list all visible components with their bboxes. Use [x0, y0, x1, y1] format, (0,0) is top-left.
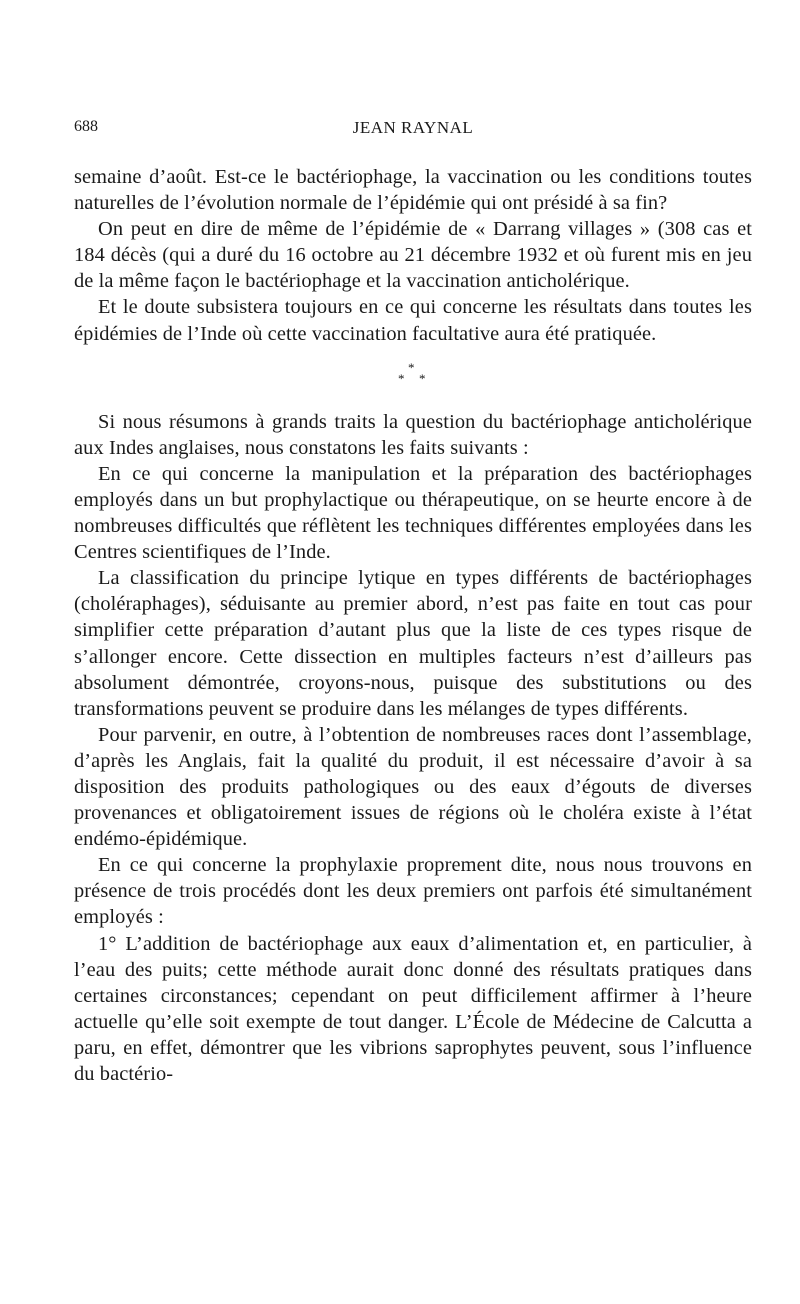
paragraph: Pour parvenir, en outre, à l’obtention de nombreuses races dont l’assemblage, d’après les Anglais, fait la qualité du produit, il est nécessaire d’avoir à sa disposition des produits pathologiques ou des eaux d’égouts de diverses provenances et obligatoirement issues de régions où le choléra existe à l’état endémo-épidémique.	[74, 723, 752, 851]
paragraph: La classification du principe lytique en types différents de bactériophages (choléraphages), séduisante au premier abord, n’est pas faite en tout cas pour simplifier cette préparation d’autant plus que la liste de ces types risque de s’allonger encore. Cette dissection en multiples facteurs n’est d’ailleurs pas absolument démontrée, croyons-nous, puisque des substitutions ou des transformations peuvent se produire dans les mélanges de types différents.	[74, 567, 752, 720]
header-title: JEAN RAYNAL	[352, 118, 474, 137]
page-number: 688	[74, 118, 98, 135]
asterism-separator	[74, 347, 752, 409]
asterisk: *	[419, 370, 426, 386]
paragraph: Et le doute subsistera toujours en ce qui concerne les résultats dans toutes les épidémies de l’Inde où cette vaccination facultative aura été pratiquée.	[74, 296, 752, 345]
asterisk: *	[398, 370, 405, 386]
paragraph: 1° L’addition de bactériophage aux eaux d’alimentation et, en particulier, à l’eau des puits; cette méthode aurait donc donné des résultats pratiques dans certaines circonstances; cependant on peut difficilement affirmer à l’heure actuelle qu’elle soit exempte de tout danger. L’École de Médecine de Calcutta a paru, en effet, démontrer que les vibrions saprophytes peuvent, sous l’influence du bactério-	[74, 932, 752, 1085]
paragraph: Si nous résumons à grands traits la question du bactériophage anticholérique aux Indes anglaises, nous constatons les faits suivants :	[74, 410, 752, 459]
running-head	[74, 118, 752, 144]
paragraph: On peut en dire de même de l’épidémie de « Darrang villages » (308 cas et 184 décès (qui a duré du 16 octobre au 21 décembre 1932 et où furent mis en jeu de la même façon le bactériophage et la vaccination anticholérique.	[74, 218, 752, 293]
body-text-top	[74, 164, 752, 347]
asterisk: *	[408, 359, 415, 375]
book-page	[74, 118, 752, 1087]
body-text-bottom	[74, 409, 752, 1087]
paragraph: semaine d’août. Est-ce le bactériophage, la vaccination ou les conditions toutes naturelles de l’évolution normale de l’épidémie qui ont présidé à sa fin?	[74, 166, 752, 215]
paragraph: En ce qui concerne la prophylaxie proprement dite, nous nous trouvons en présence de trois procédés dont les deux premiers ont parfois été simultanément employés :	[74, 854, 752, 929]
paragraph: En ce qui concerne la manipulation et la préparation des bactériophages employés dans un but prophylactique ou thérapeutique, on se heurte encore à de nombreuses difficultés que réflètent les techniques différentes employées dans les Centres scientifiques de l’Inde.	[74, 462, 752, 564]
